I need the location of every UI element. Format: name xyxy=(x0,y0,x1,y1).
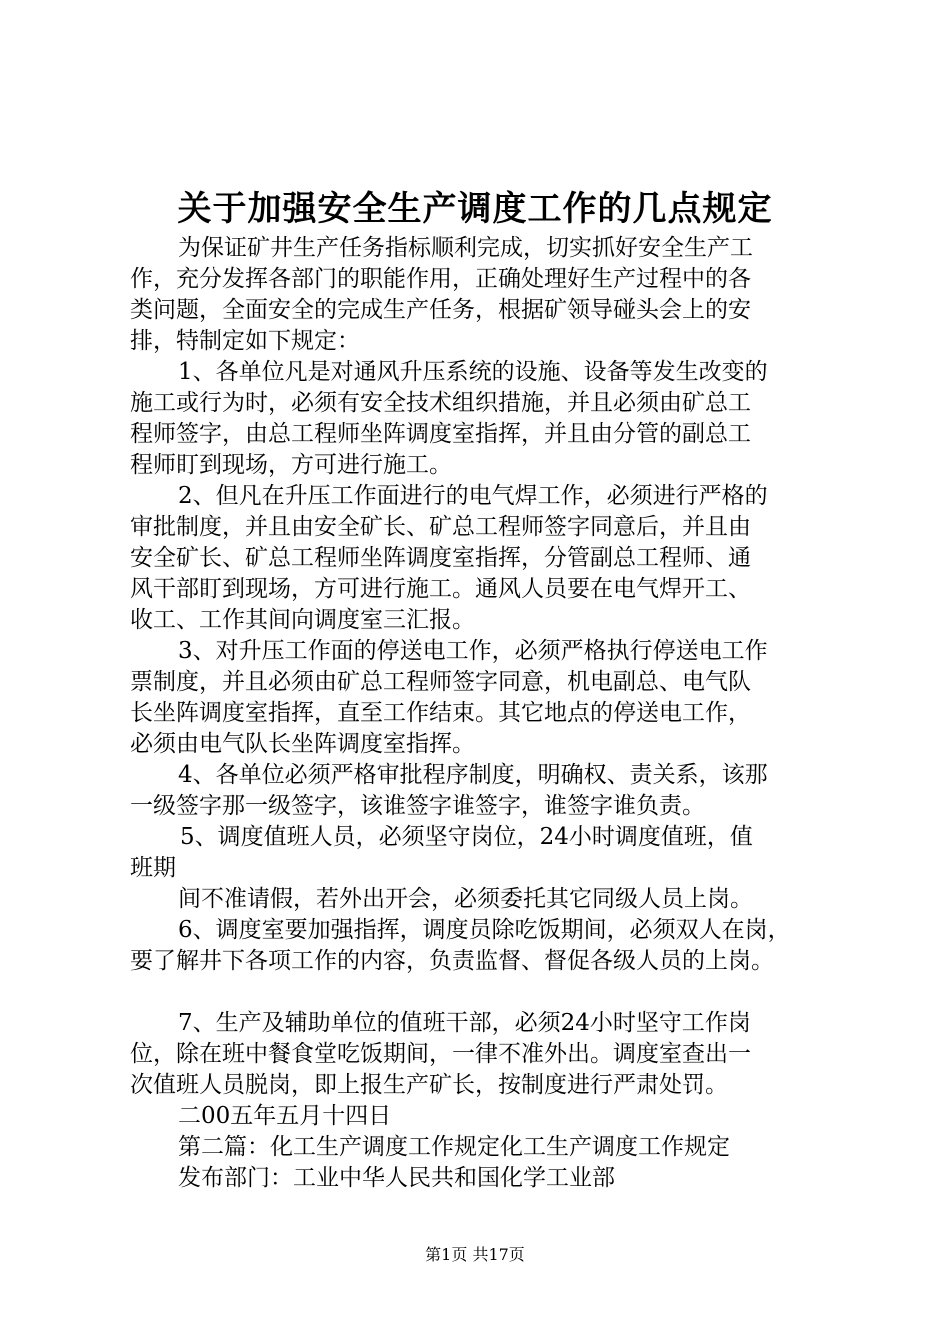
paragraph-line: 施工或行为时，必须有安全技术组织措施，并且必须由矿总工 xyxy=(130,390,751,416)
paragraph-line: 次值班人员脱岗，即上报生产矿长，按制度进行严肃处罚。 xyxy=(130,1072,728,1098)
paragraph-line: 程师盯到现场，方可进行施工。 xyxy=(130,452,452,478)
paragraph-line: 6、调度室要加强指挥，调度员除吃饭期间，必须双人在岗， xyxy=(178,917,791,943)
paragraph-line: 位，除在班中餐食堂吃饭期间，一律不准外出。调度室查出一 xyxy=(130,1041,751,1067)
issuer-line: 发布部门：工业中华人民共和国化学工业部 xyxy=(178,1165,615,1191)
paragraph-line: 票制度，并且必须由矿总工程师签字同意，机电副总、电气队 xyxy=(130,669,751,695)
paragraph-line: 作，充分发挥各部门的职能作用，正确处理好生产过程中的各 xyxy=(130,266,751,292)
paragraph-line: 类问题，全面安全的完成生产任务，根据矿领导碰头会上的安 xyxy=(130,297,751,323)
paragraph-line: 程师签字，由总工程师坐阵调度室指挥，并且由分管的副总工 xyxy=(130,421,751,447)
page-footer: 第1页 共17页 xyxy=(425,1245,525,1264)
paragraph-line: 为保证矿井生产任务指标顺利完成，切实抓好安全生产工 xyxy=(178,235,753,261)
date-line: 二00五年五月十四日 xyxy=(178,1103,392,1129)
paragraph-line: 必须由电气队长坐阵调度室指挥。 xyxy=(130,731,475,757)
paragraph-line: 5、调度值班人员，必须坚守岗位，24小时调度值班，值 xyxy=(180,824,753,850)
paragraph-line: 间不准请假，若外出开会，必须委托其它同级人员上岗。 xyxy=(178,886,753,912)
paragraph-line: 审批制度，并且由安全矿长、矿总工程师签字同意后，并且由 xyxy=(130,514,751,540)
paragraph-line: 排，特制定如下规定： xyxy=(130,328,360,354)
paragraph-line: 4、各单位必须严格审批程序制度，明确权、责关系，该那 xyxy=(178,762,768,788)
paragraph-line: 一级签字那一级签字，该谁签字谁签字，谁签字谁负责。 xyxy=(130,793,705,819)
document-title: 关于加强安全生产调度工作的几点规定 xyxy=(177,189,773,229)
paragraph-line: 长坐阵调度室指挥，直至工作结束。其它地点的停送电工作， xyxy=(130,700,751,726)
paragraph-line: 班期 xyxy=(130,855,176,881)
section-heading: 第二篇：化工生产调度工作规定化工生产调度工作规定 xyxy=(178,1134,730,1160)
paragraph-line: 7、生产及辅助单位的值班干部，必须24小时坚守工作岗 xyxy=(178,1010,751,1036)
document-body xyxy=(130,233,830,1194)
paragraph-line: 风干部盯到现场，方可进行施工。通风人员要在电气焊开工、 xyxy=(130,576,751,602)
paragraph-line: 2、但凡在升压工作面进行的电气焊工作，必须进行严格的 xyxy=(178,483,768,509)
paragraph-line: 1、各单位凡是对通风升压系统的设施、设备等发生改变的 xyxy=(178,359,768,385)
paragraph-line: 收工、工作其间向调度室三汇报。 xyxy=(130,607,475,633)
paragraph-line: 安全矿长、矿总工程师坐阵调度室指挥，分管副总工程师、通 xyxy=(130,545,751,571)
blank-line xyxy=(130,977,830,1008)
paragraph-line: 3、对升压工作面的停送电工作，必须严格执行停送电工作 xyxy=(178,638,768,664)
paragraph-line: 要了解井下各项工作的内容，负责监督、督促各级人员的上岗。 xyxy=(130,948,774,974)
